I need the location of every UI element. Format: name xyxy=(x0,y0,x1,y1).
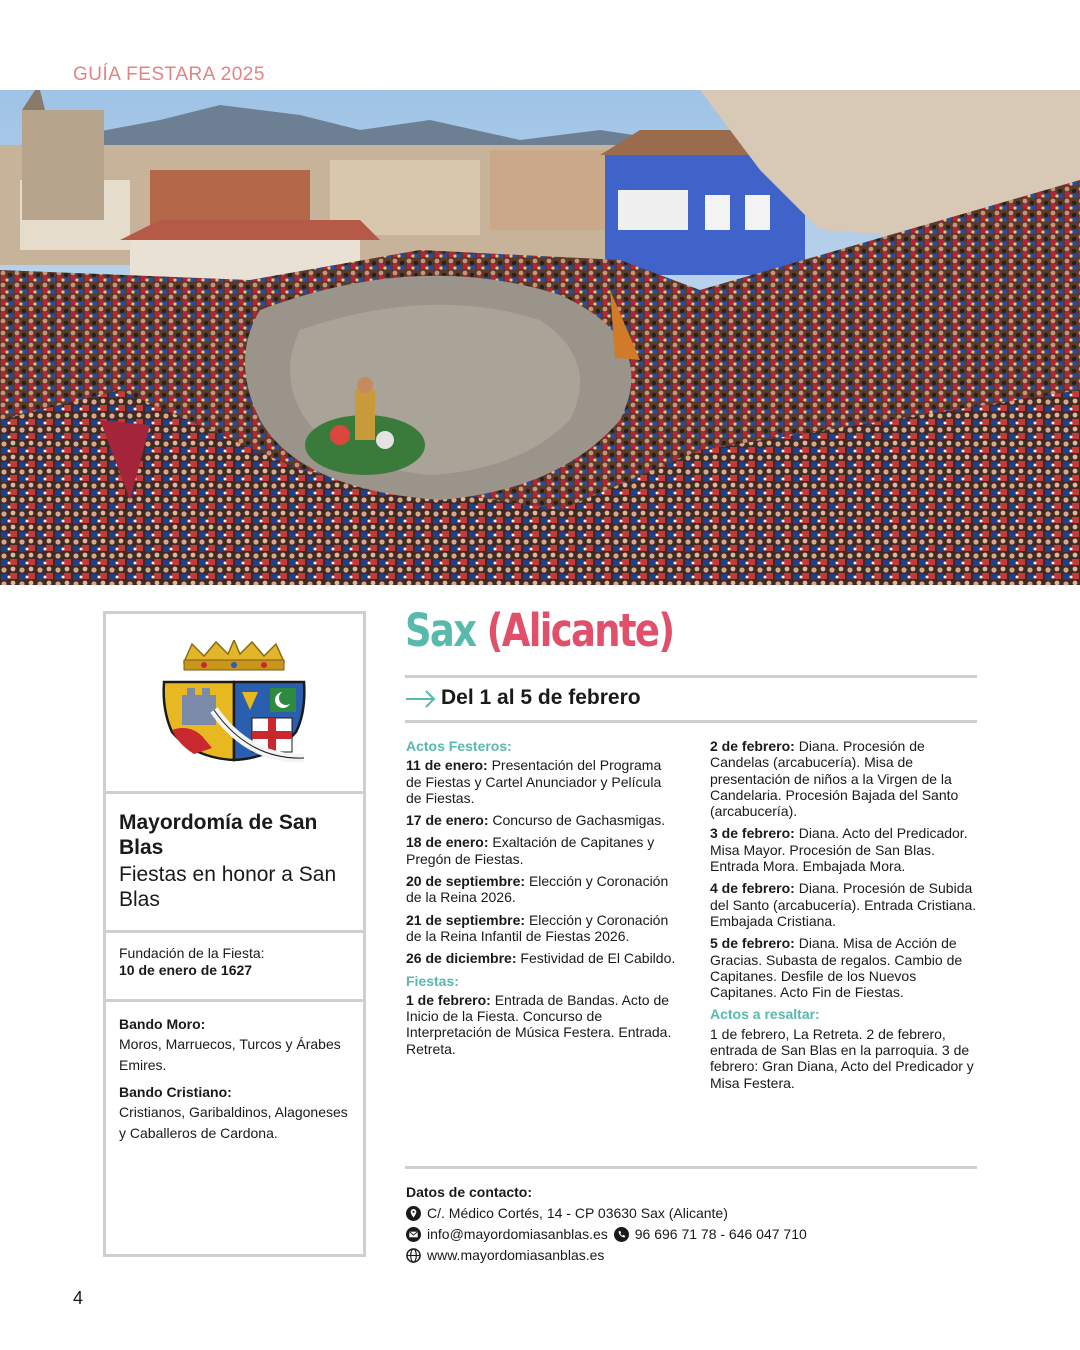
contact-address: C/. Médico Cortés, 14 - CP 03630 Sax (Alicante) xyxy=(427,1205,728,1221)
date-range: Del 1 al 5 de febrero xyxy=(441,686,641,709)
item-date: 5 de febrero: xyxy=(710,935,795,952)
item-date: 1 de febrero: xyxy=(406,991,491,1008)
bando-moro-title: Bando Moro: xyxy=(119,1016,206,1032)
globe-icon xyxy=(406,1248,421,1263)
item-text: Concurso de Gachasmigas. xyxy=(488,812,666,829)
divider xyxy=(405,675,977,678)
item-text: Exaltación de Capitanes y Pregón de Fiestas. xyxy=(406,834,655,867)
contact-phone[interactable]: 96 696 71 78 - 646 047 710 xyxy=(634,1226,807,1242)
item-date: 18 de enero: xyxy=(406,834,489,851)
item-date: 17 de enero: xyxy=(406,812,489,829)
item-date: 3 de febrero: xyxy=(710,825,795,842)
location-pin-icon xyxy=(406,1206,421,1221)
item-text: Festividad de El Cabildo. xyxy=(516,950,676,967)
foundation-cell xyxy=(106,933,363,1002)
guide-title: GUÍA FESTARA 2025 xyxy=(73,64,265,85)
list-item xyxy=(406,873,676,906)
divider xyxy=(405,1166,977,1169)
program-column-right xyxy=(710,738,980,1097)
foundation-label: Fundación de la Fiesta: xyxy=(119,945,265,961)
list-item xyxy=(710,738,980,819)
phone-icon xyxy=(614,1227,629,1242)
organization-info-box xyxy=(103,611,366,1257)
item-date: 4 de febrero: xyxy=(710,880,795,897)
program-column-left xyxy=(406,738,676,1063)
fiestas-heading: Fiestas: xyxy=(406,972,459,989)
item-date: 21 de septiembre: xyxy=(406,911,526,928)
list-item xyxy=(406,812,676,828)
list-item xyxy=(406,912,676,945)
contact-title: Datos de contacto: xyxy=(406,1184,533,1200)
item-date: 2 de febrero: xyxy=(710,738,795,754)
address-line xyxy=(406,1203,807,1224)
email-icon xyxy=(406,1227,421,1242)
list-item xyxy=(406,757,676,806)
item-text: Presentación del Programa de Fiestas y Cartel Anunciador y Película de Fiestas. xyxy=(406,757,662,806)
organization-name: Mayordomía de San Blas xyxy=(119,811,318,859)
bando-moro-text: Moros, Marruecos, Turcos y Árabes Emires. xyxy=(119,1036,341,1073)
crest-cell xyxy=(106,614,363,794)
list-item xyxy=(406,834,676,867)
email-phone-line xyxy=(406,1224,807,1245)
item-text: Elección y Coronación de la Reina Infantil de Fiestas 2026. xyxy=(406,911,669,944)
bando-cristiano-title: Bando Cristiano: xyxy=(119,1084,232,1100)
organization-subtitle: Fiestas en honor a San Blas xyxy=(119,863,337,911)
item-date: 11 de enero: xyxy=(406,757,488,774)
item-date: 20 de septiembre: xyxy=(406,873,526,890)
list-item xyxy=(710,935,980,1000)
item-text: Diana. Procesión de Candelas (arcabucería). Misa de presentación de niños a la Virgen de la Candelaria. Procesión Bajada del Santo (arcabucería). xyxy=(710,738,959,820)
highlights-text: 1 de febrero, La Retreta. 2 de febrero, entrada de San Blas en la parroquia. 3 de febrero: Gran Diana, Acto del Predicador y Misa Festera. xyxy=(710,1025,974,1091)
divider xyxy=(405,720,977,723)
title-province: (Alicante) xyxy=(486,604,674,657)
list-item xyxy=(710,825,980,874)
item-text: Diana. Acto del Predicador. Misa Mayor. Procesión de San Blas. Entrada Mora. Embajada Mora. xyxy=(710,825,968,875)
item-text: Diana. Procesión de Subida del Santo (arcabucería). Entrada Cristiana. Embajada Cristiana. xyxy=(710,880,977,929)
item-text: Diana. Misa de Acción de Gracias. Subasta de regalos. Cambio de Capitanes. Desfile de los Nuevos Capitanes. Acto Fin de Fiestas. xyxy=(710,935,963,1001)
contact-block xyxy=(406,1182,807,1266)
bando-cristiano-text: Cristianos, Garibaldinos, Alagoneses y Caballeros de Cardona. xyxy=(119,1104,348,1141)
organization-cell xyxy=(106,794,363,933)
coat-of-arms-icon xyxy=(154,640,314,775)
list-item xyxy=(406,950,676,966)
list-item xyxy=(406,992,676,1057)
title-town: Sax xyxy=(405,604,476,657)
item-text: Elección y Coronación de la Reina 2026. xyxy=(406,873,669,906)
contact-website[interactable]: www.mayordomiasanblas.es xyxy=(427,1247,605,1263)
hero-photo xyxy=(0,90,1080,585)
page-number: 4 xyxy=(73,1288,84,1308)
contact-email[interactable]: info@mayordomiasanblas.es xyxy=(427,1226,608,1242)
actos-festeros-heading: Actos Festeros: xyxy=(406,738,512,754)
foundation-date: 10 de enero de 1627 xyxy=(119,962,253,978)
list-item xyxy=(710,880,980,929)
website-line xyxy=(406,1245,807,1266)
item-date: 26 de diciembre: xyxy=(406,950,517,967)
item-text: Entrada de Bandas. Acto de Inicio de la Fiesta. Concurso de Interpretación de Música Festera. Entrada. Retreta. xyxy=(406,991,672,1057)
highlights-heading: Actos a resaltar: xyxy=(710,1006,820,1023)
page-title xyxy=(405,604,673,676)
arrow-right-icon xyxy=(405,689,437,709)
